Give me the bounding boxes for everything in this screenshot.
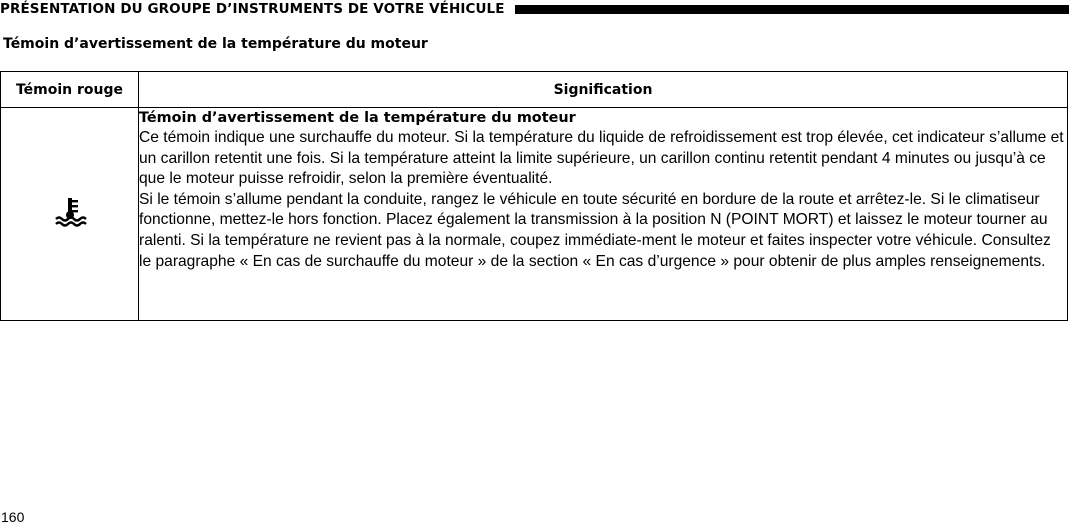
table-header-row — [1, 72, 1068, 108]
icon-cell — [1, 108, 139, 321]
page-number: 160 — [1, 509, 25, 525]
table-row — [1, 108, 1068, 321]
section-title: Témoin d’avertissement de la température du moteur — [3, 36, 428, 52]
meaning-paragraph: Ce témoin indique une surchauffe du moteur. Si la température du liquide de refroidissement est trop élevée, cet indicateur s’allume et un carillon retentit une fois. Si la température atteint la limite supérieure, un carillon continu retentit pendant 4 minutes ou jusqu’à ce que le moteur puisse refroidir, selon la première éventualité. — [139, 129, 1064, 188]
engine-coolant-temperature-icon — [53, 197, 87, 227]
header-rule — [515, 5, 1069, 14]
meaning-cell — [139, 108, 1068, 321]
warning-light-table — [0, 71, 1068, 321]
meaning-title: Témoin d’avertissement de la température du moteur — [139, 110, 576, 126]
page-header — [0, 0, 1069, 18]
column-header-meaning: Signification — [139, 72, 1068, 108]
column-header-red-light: Témoin rouge — [1, 72, 139, 108]
meaning-paragraph: Si le témoin s’allume pendant la conduite, rangez le véhicule en toute sécurité en bordure de la route et arrêtez-le. Si le climatiseur fonctionne, mettez-le hors fonction. Placez également la transmission à la position N (POINT MORT) et laissez le moteur tourner au ralenti. Si la température ne revient pas à la normale, coupez immédiate-ment le moteur et faites inspecter votre véhicule. Consultez le paragraphe « En cas de surchauffe du moteur » de la section « En cas d’urgence » pour obtenir de plus amples renseignements. — [139, 190, 1051, 270]
chapter-title: PRÉSENTATION DU GROUPE D’INSTRUMENTS DE VOTRE VÉHICULE — [0, 1, 505, 17]
